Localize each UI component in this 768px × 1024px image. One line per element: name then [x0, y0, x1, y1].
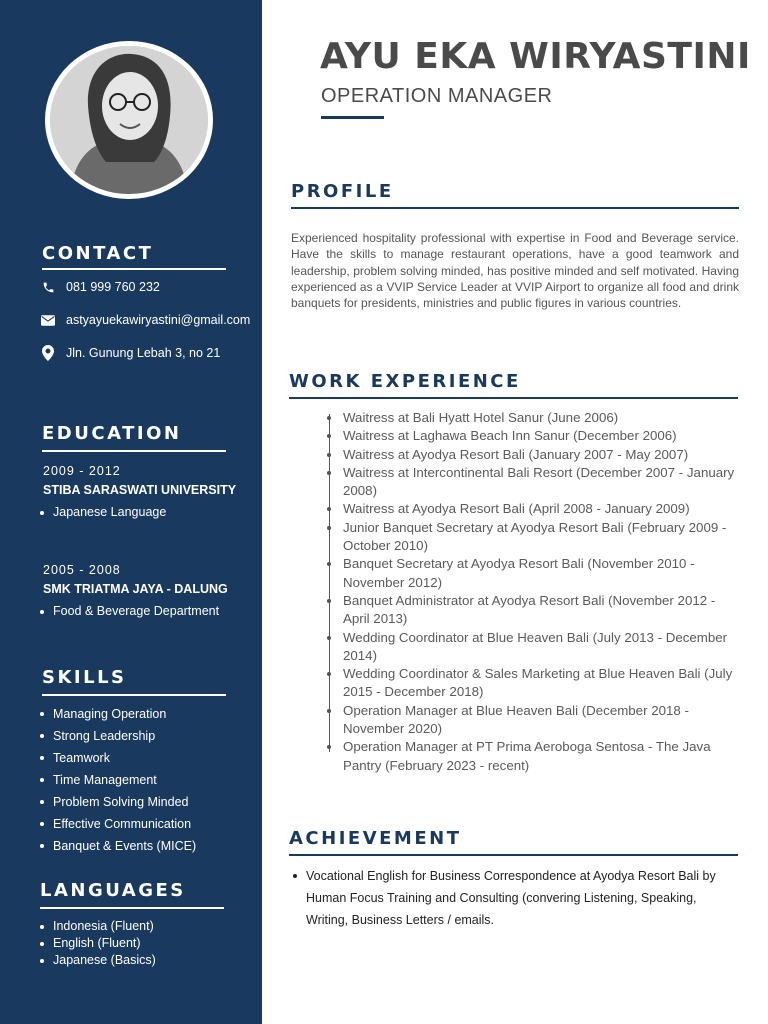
list-item: Japanese Language [53, 505, 167, 519]
list-item: Banquet & Events (MICE) [53, 835, 196, 857]
skills-divider [42, 694, 226, 696]
list-item: Japanese (Basics) [53, 953, 156, 967]
list-item: Time Management [53, 769, 196, 791]
list-item: Wedding Coordinator & Sales Marketing at Blue Heaven Bali (July 2015 - December 2018) [343, 665, 743, 702]
list-item: Teamwork [53, 747, 196, 769]
profile-divider [291, 207, 739, 209]
title-underline [321, 116, 384, 119]
phone-icon [40, 279, 56, 295]
list-item: Waitress at Ayodya Resort Bali (April 2008 - January 2009) [343, 500, 743, 518]
location-pin-icon [40, 345, 56, 361]
list-item: Vocational English for Business Correspondence at Ayodya Resort Bali by Human Focus Training and Consulting (convering Listening, Speaking, Writing, Business Letters / emails. [306, 865, 726, 931]
list-item: Problem Solving Minded [53, 791, 196, 813]
list-item: Banquet Secretary at Ayodya Resort Bali (November 2010 - November 2012) [343, 555, 743, 592]
achievement-divider [289, 854, 738, 856]
languages-heading: LANGUAGES [40, 880, 186, 901]
skills-list [53, 703, 196, 857]
list-item: Effective Communication [53, 813, 196, 835]
languages-divider [40, 907, 224, 909]
work-experience-divider [289, 397, 738, 399]
education-school: STIBA SARASWATI UNIVERSITY [43, 483, 237, 497]
job-title: OPERATION MANAGER [321, 85, 553, 107]
sidebar [0, 0, 262, 1024]
work-experience-heading: WORK EXPERIENCE [289, 371, 521, 392]
education-years: 2009 - 2012 [43, 464, 121, 478]
person-portrait-icon [50, 46, 208, 194]
education-detail-list [53, 504, 166, 521]
profile-text: Experienced hospitality professional with expertise in Food and Beverage service. Have the skills to manage restaurant operations, have a good teamwork and leadership, problem solving minded, has positive minded and self motivated. Having experienced as a VVIP Service Leader at VVIP Airport to organize all food and drink banquets for presidents, ministries and public figures in various countries. [291, 231, 739, 311]
achievement-list [306, 865, 726, 931]
list-item: Waitress at Intercontinental Bali Resort (December 2007 - January 2008) [343, 464, 743, 501]
contact-heading: CONTACT [42, 243, 154, 264]
list-item: Strong Leadership [53, 725, 196, 747]
profile-photo [45, 41, 213, 199]
languages-list [53, 918, 156, 969]
list-item: Junior Banquet Secretary at Ayodya Resort Bali (February 2009 - October 2010) [343, 519, 743, 556]
list-item: Managing Operation [53, 703, 196, 725]
list-item: Operation Manager at Blue Heaven Bali (December 2018 - November 2020) [343, 702, 743, 739]
education-years: 2005 - 2008 [43, 563, 121, 577]
contact-phone [40, 278, 160, 296]
list-item: Waitress at Bali Hyatt Hotel Sanur (June 2006) [343, 409, 743, 427]
timeline-line [329, 414, 330, 752]
list-item: Food & Beverage Department [53, 604, 220, 618]
phone-number: 081 999 760 232 [66, 280, 160, 294]
education-divider [42, 450, 226, 452]
profile-heading: PROFILE [291, 181, 394, 202]
person-name: AYU EKA WIRYASTINI [320, 36, 751, 77]
email-icon [40, 312, 56, 328]
work-experience-list [343, 409, 743, 775]
achievement-heading: ACHIEVEMENT [289, 828, 462, 849]
list-item: Indonesia (Fluent) [53, 918, 156, 935]
list-item: Wedding Coordinator at Blue Heaven Bali (July 2013 - December 2014) [343, 629, 743, 666]
contact-divider [42, 268, 226, 270]
education-detail-list [53, 603, 219, 620]
email-address[interactable]: astyayuekawiryastini@gmail.com [66, 313, 251, 327]
skills-heading: SKILLS [42, 667, 127, 688]
list-item: English (Fluent) [53, 935, 156, 952]
list-item: Waitress at Ayodya Resort Bali (January 2007 - May 2007) [343, 446, 743, 464]
education-heading: EDUCATION [42, 423, 182, 444]
address-text: Jln. Gunung Lebah 3, no 21 [66, 346, 221, 360]
contact-email [40, 311, 250, 329]
list-item: Operation Manager at PT Prima Aeroboga Sentosa - The Java Pantry (February 2023 - recent) [343, 738, 743, 775]
education-school: SMK TRIATMA JAYA - DALUNG [43, 582, 228, 596]
contact-address [40, 344, 220, 362]
list-item: Banquet Administrator at Ayodya Resort Bali (November 2012 - April 2013) [343, 592, 743, 629]
list-item: Waitress at Laghawa Beach Inn Sanur (December 2006) [343, 427, 743, 445]
